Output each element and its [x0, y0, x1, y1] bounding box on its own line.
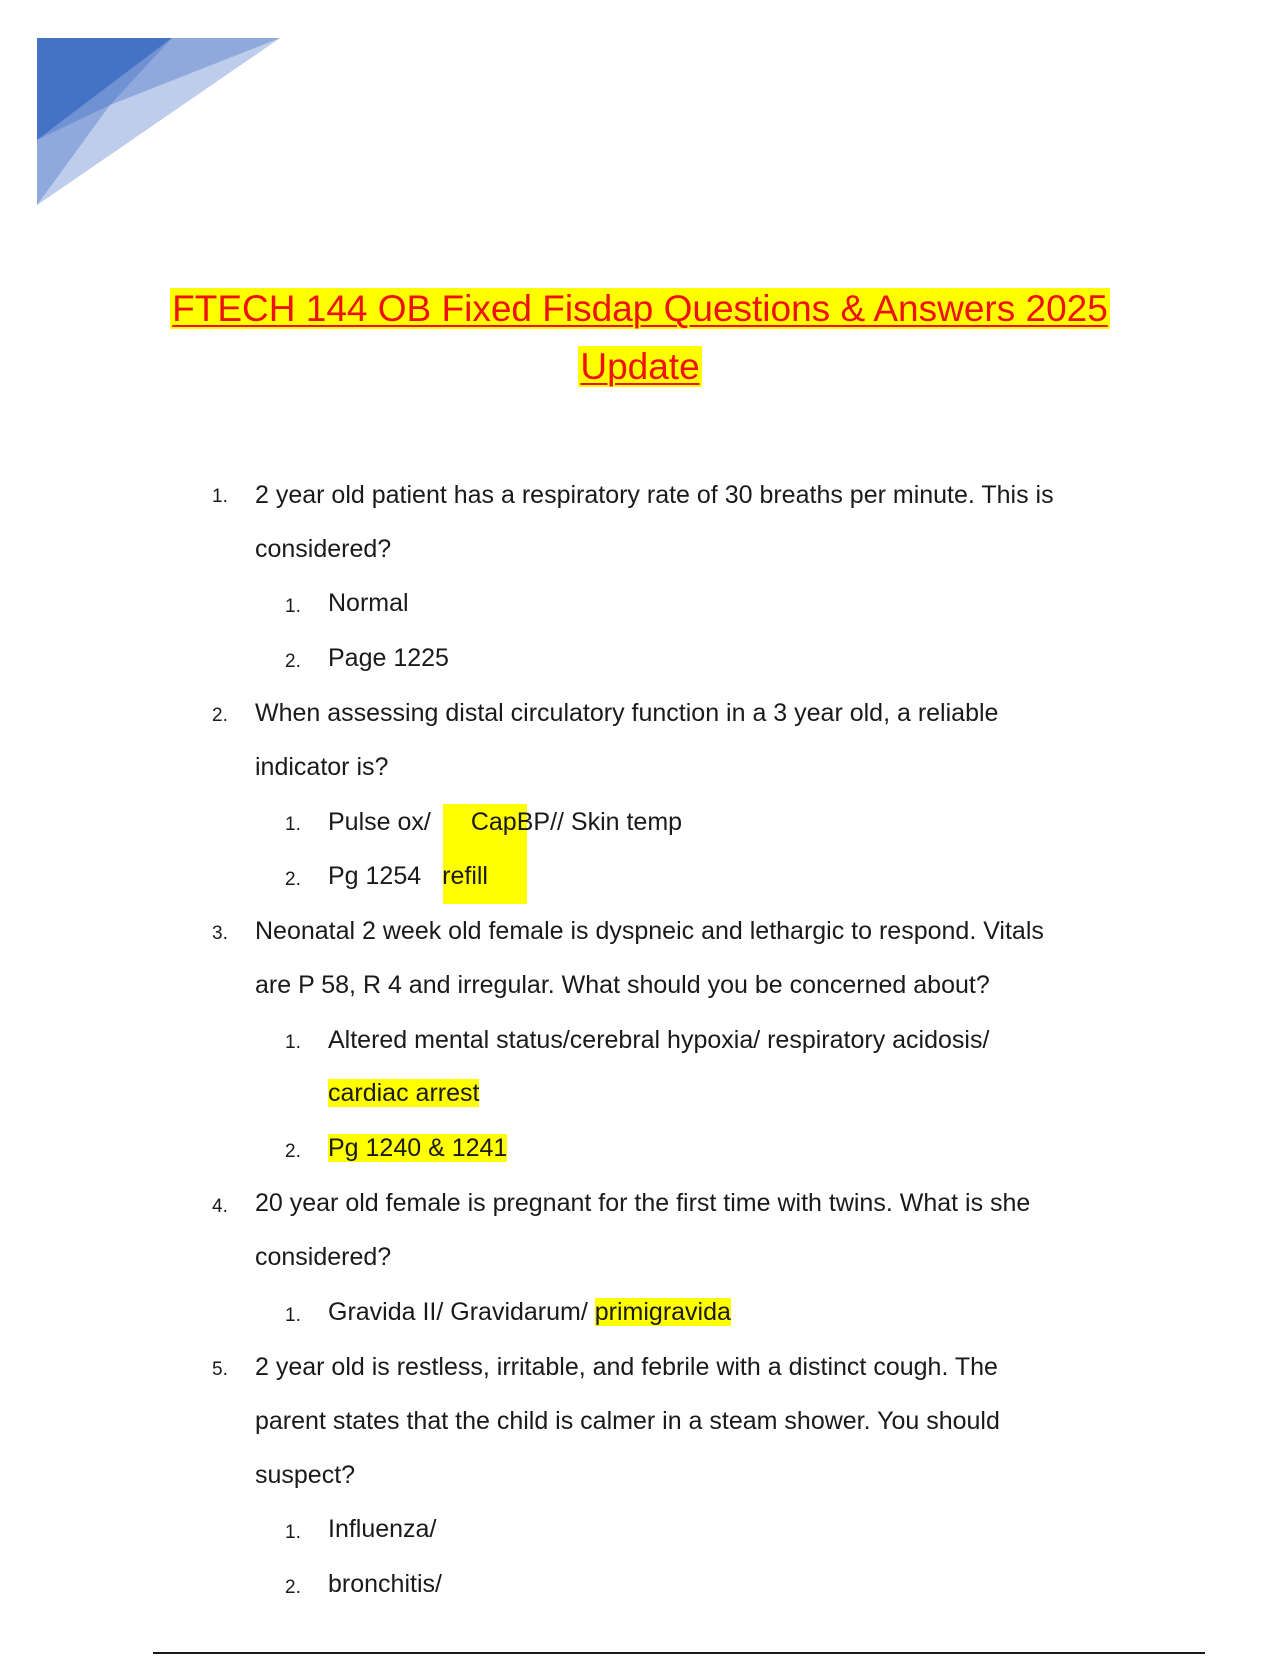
answer-text: [328, 1121, 507, 1175]
question-text: Neonatal 2 week old female is dyspneic and lethargic to respond. Vitals: [255, 917, 1044, 945]
question-text: 20 year old female is pregnant for the first time with twins. What is she: [255, 1189, 1031, 1217]
answer-number: 2.: [285, 1141, 301, 1162]
answer-highlight: refill: [442, 862, 488, 890]
title-line-2: Update: [580, 346, 700, 387]
question-number: 5.: [212, 1359, 228, 1380]
answer-text: Normal: [328, 589, 409, 617]
answer-text-part: BP// Skin temp: [516, 808, 683, 836]
answer-number: 1.: [285, 814, 301, 835]
footer-rule: [153, 1652, 1205, 1654]
answer-number: 2.: [285, 651, 301, 672]
answer-number: 1.: [285, 1032, 301, 1053]
answer-number: 1.: [285, 1522, 301, 1543]
answer-text: bronchitis/: [328, 1570, 442, 1598]
answer-highlight: Cap: [470, 808, 517, 836]
answer-text-part: Pulse ox/: [328, 808, 431, 836]
answer-number: 1.: [285, 596, 301, 617]
corner-decoration: [0, 0, 300, 220]
answer-number: 1.: [285, 1305, 301, 1326]
question-text: are P 58, R 4 and irregular. What should you be concerned about?: [255, 971, 990, 999]
answer-text: [328, 1285, 731, 1339]
question-text: suspect?: [255, 1461, 356, 1489]
answer-text: [328, 849, 488, 903]
question-number: 4.: [212, 1196, 228, 1217]
answer-number: 2.: [285, 869, 301, 890]
answer-highlight: Pg 1240 & 1241: [328, 1134, 508, 1162]
answer-text: Altered mental status/cerebral hypoxia/ respiratory acidosis/: [328, 1026, 990, 1054]
answer-text-part: Gravida II/ Gravidarum/: [328, 1298, 588, 1326]
question-text: When assessing distal circulatory function in a 3 year old, a reliable: [255, 699, 999, 727]
question-text: parent states that the child is calmer in a steam shower. You should: [255, 1407, 1000, 1435]
title-line-1: FTECH 144 OB Fixed Fisdap Questions & Answers 2025: [172, 288, 1108, 329]
answer-text: Page 1225: [328, 644, 449, 672]
question-text: considered?: [255, 1243, 392, 1271]
answer-number: 2.: [285, 1577, 301, 1598]
question-text: 2 year old is restless, irritable, and febrile with a distinct cough. The: [255, 1353, 998, 1381]
question-text: indicator is?: [255, 753, 389, 781]
question-number: 1.: [212, 486, 228, 507]
answer-highlight: primigravida: [594, 1298, 731, 1326]
question-text: 2 year old patient has a respiratory rate of 30 breaths per minute. This is: [255, 481, 1054, 509]
question-text: considered?: [255, 535, 392, 563]
answer-text-part: Pg 1254: [328, 862, 422, 890]
page-title: [0, 280, 1280, 396]
answer-text: Influenza/: [328, 1515, 437, 1543]
answer-text: [328, 1066, 479, 1120]
answer-text: [328, 795, 682, 849]
question-number: 3.: [212, 923, 228, 944]
question-number: 2.: [212, 705, 228, 726]
answer-highlight: cardiac arrest: [328, 1079, 480, 1107]
